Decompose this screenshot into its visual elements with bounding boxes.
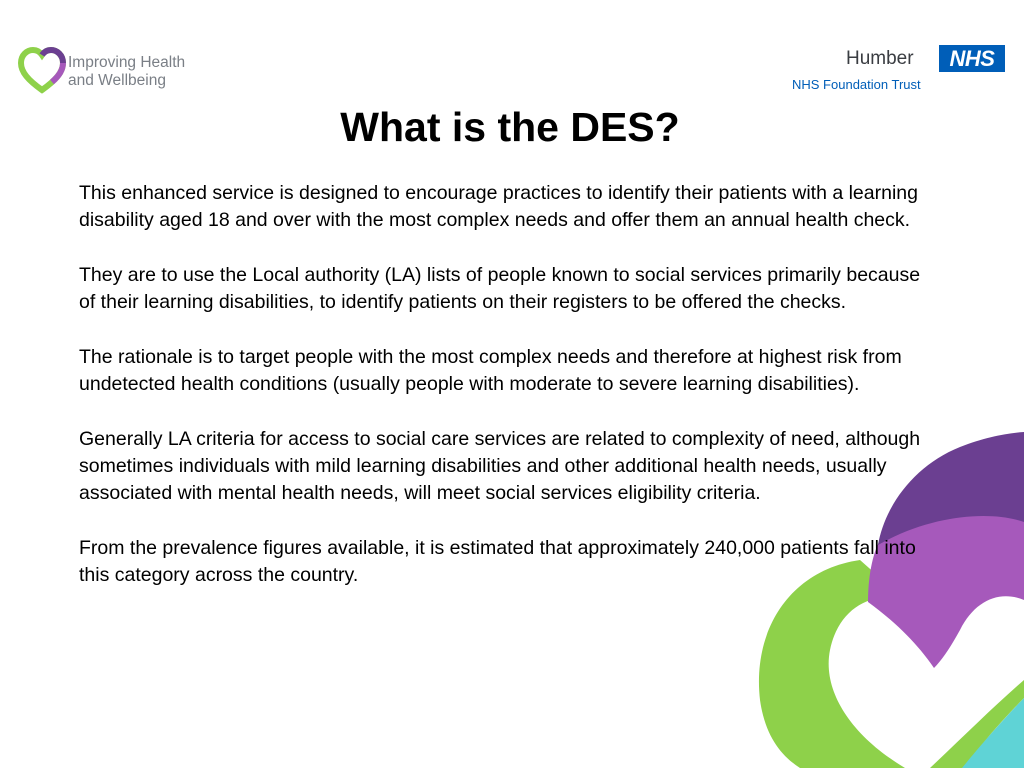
logo-line-1: Improving Health bbox=[68, 54, 186, 71]
paragraph-4: Generally LA criteria for access to social care services are related to complexity of need, although sometimes individuals with mild learning disabilities and other additional health needs, usually associated with mental health needs, will meet social services eligibility criteria. bbox=[79, 427, 921, 505]
paragraph-5: From the prevalence figures available, it is estimated that approximately 240,000 patients fall into this category across the country. bbox=[79, 536, 916, 587]
org-name: Humber bbox=[846, 48, 914, 69]
paragraph-1: This enhanced service is designed to encourage practices to identify their patients with a learning disability aged 18 and over with the most complex needs and offer them an annual health check. bbox=[79, 182, 918, 232]
improving-health-wordmark bbox=[68, 54, 185, 90]
paragraph-3: The rationale is to target people with the most complex needs and therefore at highest risk from undetected health conditions (usually people with moderate to severe learning disabilities). bbox=[79, 345, 902, 396]
improving-health-logo bbox=[18, 44, 218, 96]
humber-nhs-logo bbox=[780, 42, 1010, 94]
logo-line-2: and Wellbeing bbox=[68, 72, 166, 89]
paragraph-2: They are to use the Local authority (LA) lists of people known to social services primarily because of their learning disabilities, to identify patients on their registers to be offered the checks. bbox=[79, 263, 921, 314]
nhs-badge: NHS bbox=[939, 45, 1005, 72]
slide-body bbox=[79, 180, 929, 617]
heart-logo-icon bbox=[18, 44, 66, 96]
slide-title: What is the DES? bbox=[340, 104, 680, 150]
trust-name: NHS Foundation Trust bbox=[792, 77, 921, 92]
